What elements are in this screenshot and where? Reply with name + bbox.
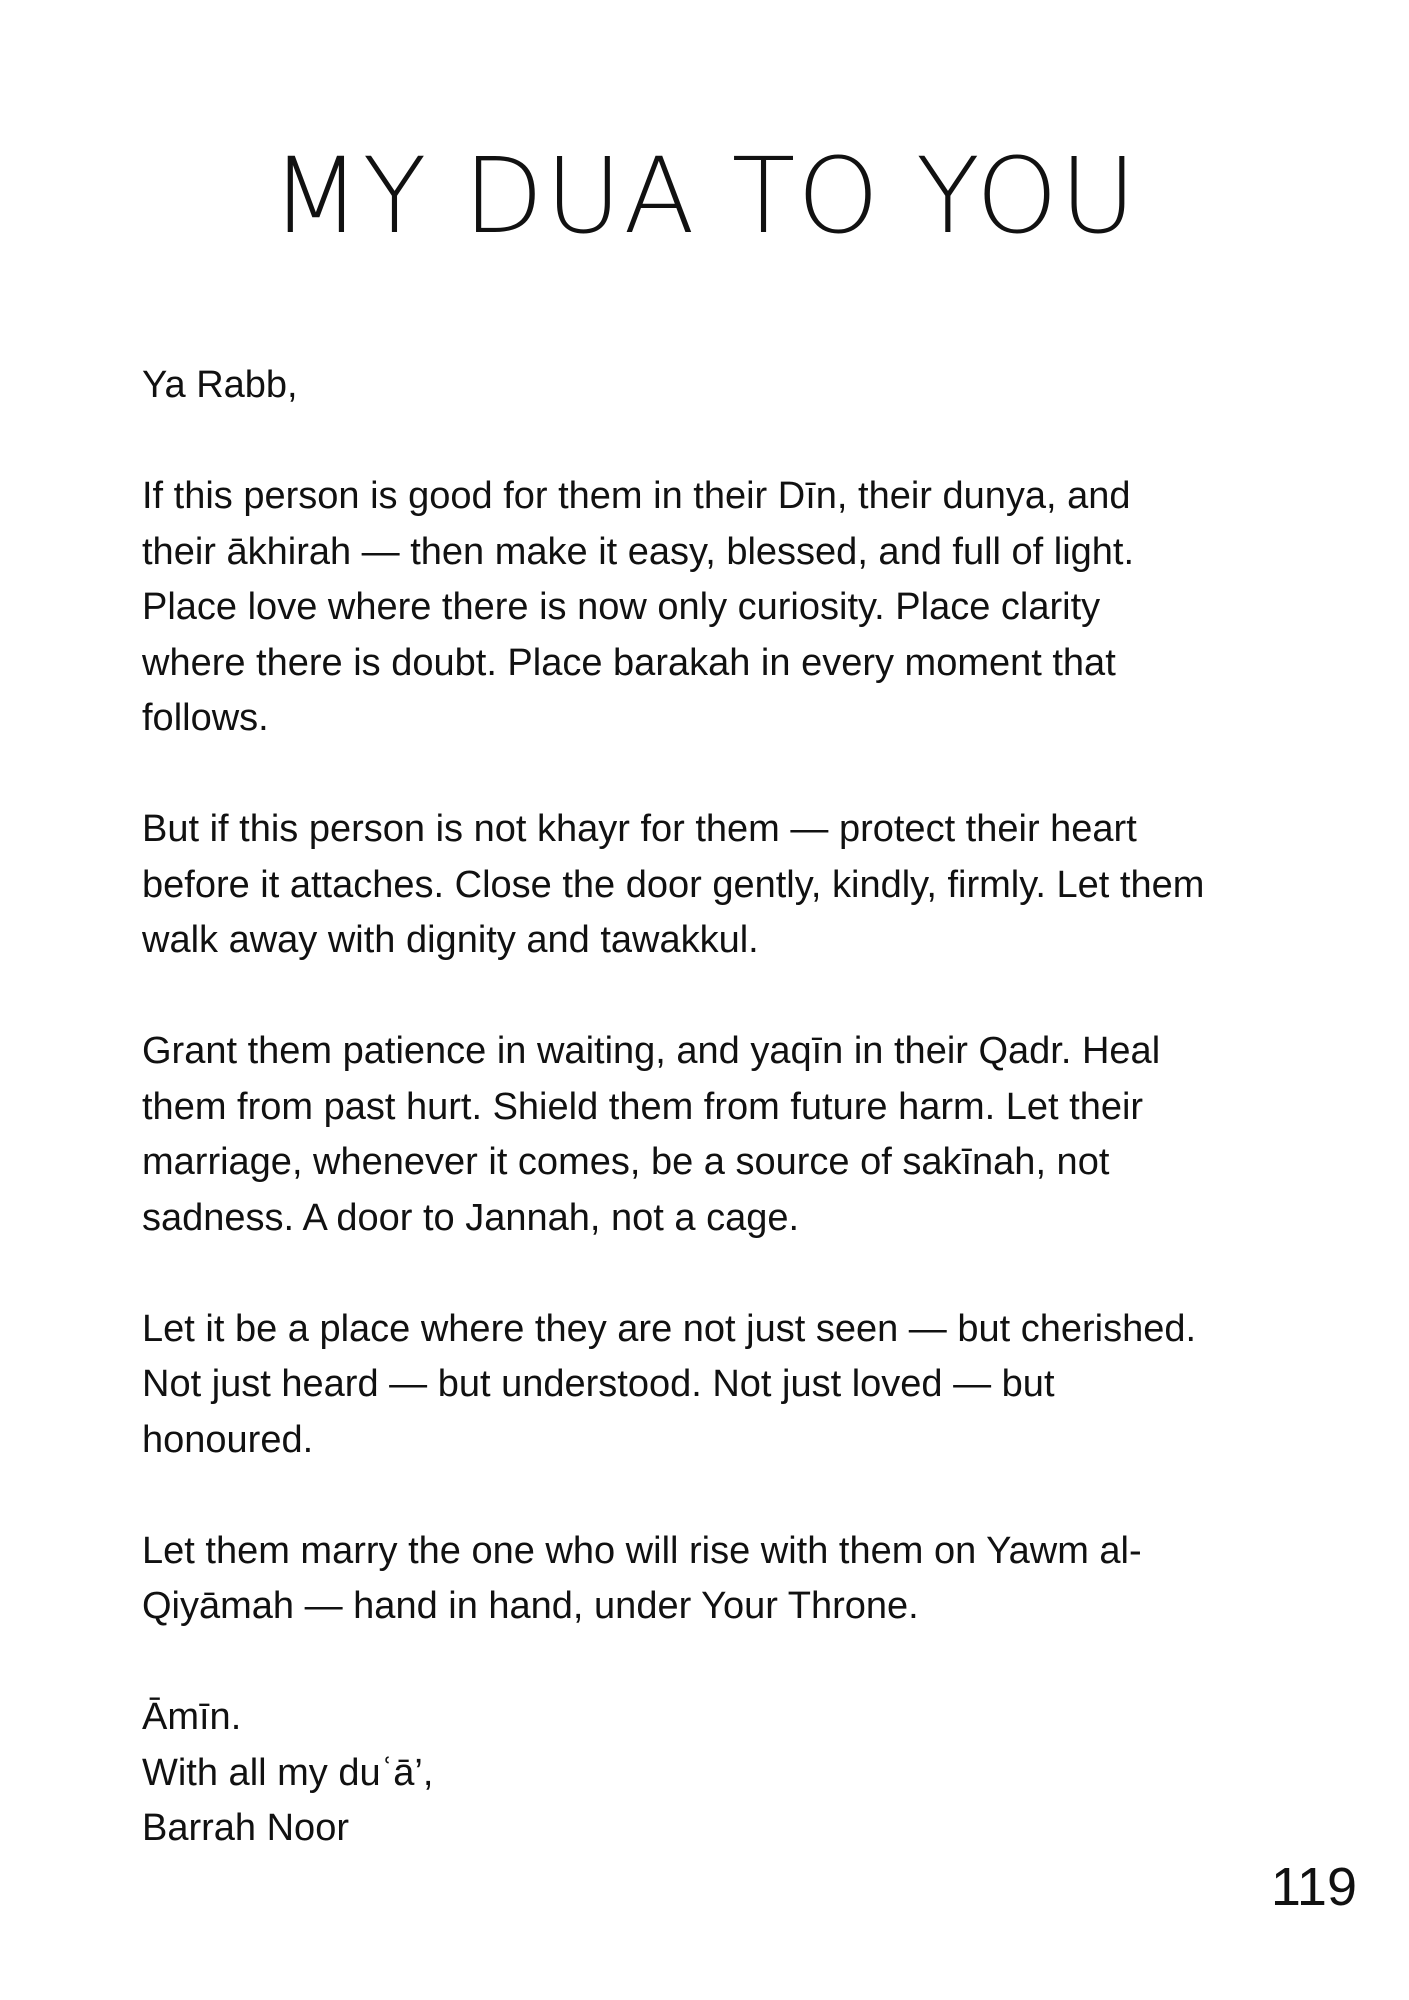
closing-amin: Āmīn. xyxy=(142,1696,242,1738)
paragraph-4 xyxy=(142,1302,1282,1469)
text-line: walk away with dignity and tawakkul. xyxy=(142,919,759,961)
text-line: But if this person is not khayr for them — protect their heart xyxy=(142,808,1137,850)
text-line: Grant them patience in waiting, and yaqīn in their Qadr. Heal xyxy=(142,1030,1161,1072)
text-line: Let it be a place where they are not just seen — but cherished. xyxy=(142,1307,1197,1350)
page-title: MY DUA TO YOU xyxy=(271,135,1138,257)
text-line: Place love where there is now only curiosity. Place clarity xyxy=(142,586,1101,628)
text-line: their ākhirah — then make it easy, blessed, and full of light. xyxy=(142,530,1135,573)
paragraph-2 xyxy=(142,802,1282,969)
closing-block xyxy=(142,1690,1282,1857)
signature-name: Barrah Noor xyxy=(142,1807,349,1849)
text-line: sadness. A door to Jannah, not a cage. xyxy=(142,1196,800,1239)
text-line: If this person is good for them in their Dīn, their dunya, and xyxy=(142,475,1131,517)
paragraph-5 xyxy=(142,1524,1282,1635)
paragraph-3 xyxy=(142,1024,1282,1246)
salutation xyxy=(142,358,1282,414)
text-line: Qiyāmah — hand in hand, under Your Throne. xyxy=(142,1585,919,1627)
text-line: them from past hurt. Shield them from future harm. Let their xyxy=(142,1085,1144,1128)
text-line: honoured. xyxy=(142,1418,314,1461)
paragraph-1 xyxy=(142,469,1282,747)
text-line: Not just heard — but understood. Not just loved — but xyxy=(142,1363,1055,1405)
text-line: where there is doubt. Place barakah in every moment that xyxy=(142,641,1116,684)
letter-body xyxy=(142,358,1282,1912)
page-number: 119 xyxy=(1270,1857,1357,1917)
text-line: before it attaches. Close the door gently, kindly, firmly. Let them xyxy=(142,863,1205,906)
text-line: follows. xyxy=(142,697,269,739)
text-line: Let them marry the one who will rise with them on Yawm al- xyxy=(142,1529,1142,1572)
salutation-line: Ya Rabb, xyxy=(142,364,298,406)
text-line: marriage, whenever it comes, be a source of sakīnah, not xyxy=(142,1141,1110,1183)
closing-signoff: With all my duʿā’, xyxy=(142,1751,434,1794)
